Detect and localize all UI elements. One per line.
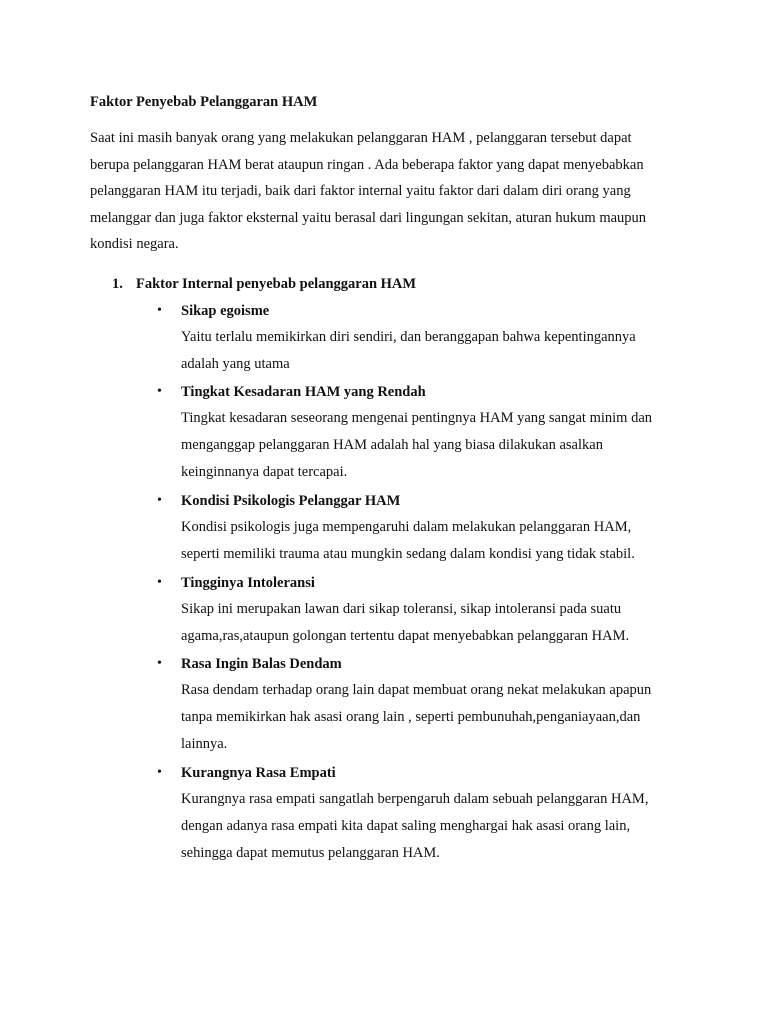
intro-paragraph (90, 125, 680, 258)
bullet-icon: • (157, 384, 162, 399)
bullet-icon: • (157, 575, 162, 590)
item-heading: Kondisi Psikologis Pelanggar HAM (181, 493, 401, 509)
item-description (181, 405, 652, 486)
item-description (181, 324, 636, 378)
item-description-line: seperti memiliki trauma atau mungkin sedang dalam kondisi yang tidak stabil. (181, 546, 635, 562)
item-description-line: agama,ras,ataupun golongan tertentu dapat menyebabkan pelanggaran HAM. (181, 628, 630, 644)
item-description-line: Rasa dendam terhadap orang lain dapat membuat orang nekat melakukan apapun (181, 682, 652, 698)
bullet-icon: • (157, 303, 162, 318)
section-heading (112, 275, 416, 293)
item-heading: Sikap egoisme (181, 303, 270, 319)
item-description-line: Sikap ini merupakan lawan dari sikap toleransi, sikap intoleransi pada suatu (181, 601, 622, 617)
bullet-icon: • (157, 656, 162, 671)
item-description-line: Kurangnya rasa empati sangatlah berpengaruh dalam sebuah pelanggaran HAM, (181, 791, 649, 807)
intro-line: berupa pelanggaran HAM berat ataupun ringan . Ada beberapa faktor yang dapat menyebabkan (90, 156, 644, 173)
item-description-line: Kondisi psikologis juga mempengaruhi dalam melakukan pelanggaran HAM, (181, 519, 632, 535)
section-number: 1. (112, 276, 123, 292)
item-description-line: sehingga dapat memutus pelanggaran HAM. (181, 845, 440, 861)
intro-line: melanggar dan juga faktor eksternal yaitu berasal dari lingungan sekitan, aturan hukum maupun (90, 209, 647, 226)
section-heading-text: Faktor Internal penyebab pelanggaran HAM (136, 276, 417, 292)
item-heading: Kurangnya Rasa Empati (181, 765, 336, 781)
item-description (181, 677, 651, 758)
item-description-line: keinginnanya dapat tercapai. (181, 464, 348, 480)
item-description-line: tanpa memikirkan hak asasi orang lain , seperti pembunuhah,penganiayaan,dan (181, 709, 641, 725)
item-description-line: Yaitu terlalu memikirkan diri sendiri, dan beranggapan bahwa kepentingannya (181, 329, 636, 345)
intro-line: pelanggaran HAM itu terjadi, baik dari faktor internal yaitu faktor dari dalam diri orang yang (90, 183, 631, 199)
intro-line: Saat ini masih banyak orang yang melakukan pelanggaran HAM , pelanggaran tersebut dapat (90, 130, 632, 146)
bullet-icon: • (157, 765, 162, 780)
item-description-line: lainnya. (181, 736, 228, 752)
item-description-line: adalah yang utama (181, 356, 290, 372)
item-heading: Tingkat Kesadaran HAM yang Rendah (181, 384, 426, 400)
item-heading: Tingginya Intoleransi (181, 575, 315, 591)
item-description (181, 786, 648, 867)
item-description (181, 596, 629, 650)
item-description (181, 514, 635, 568)
item-description-line: menganggap pelanggaran HAM adalah hal yang biasa dilakukan asalkan (181, 437, 603, 453)
item-description-line: Tingkat kesadaran seseorang mengenai pentingnya HAM yang sangat minim dan (181, 410, 653, 426)
item-description-line: dengan adanya rasa empati kita dapat saling menghargai hak asasi orang lain, (181, 818, 631, 834)
intro-line: kondisi negara. (90, 236, 179, 252)
document-title: Faktor Penyebab Pelanggaran HAM (90, 94, 318, 110)
item-heading: Rasa Ingin Balas Dendam (181, 656, 342, 672)
bullet-icon: • (157, 493, 162, 508)
